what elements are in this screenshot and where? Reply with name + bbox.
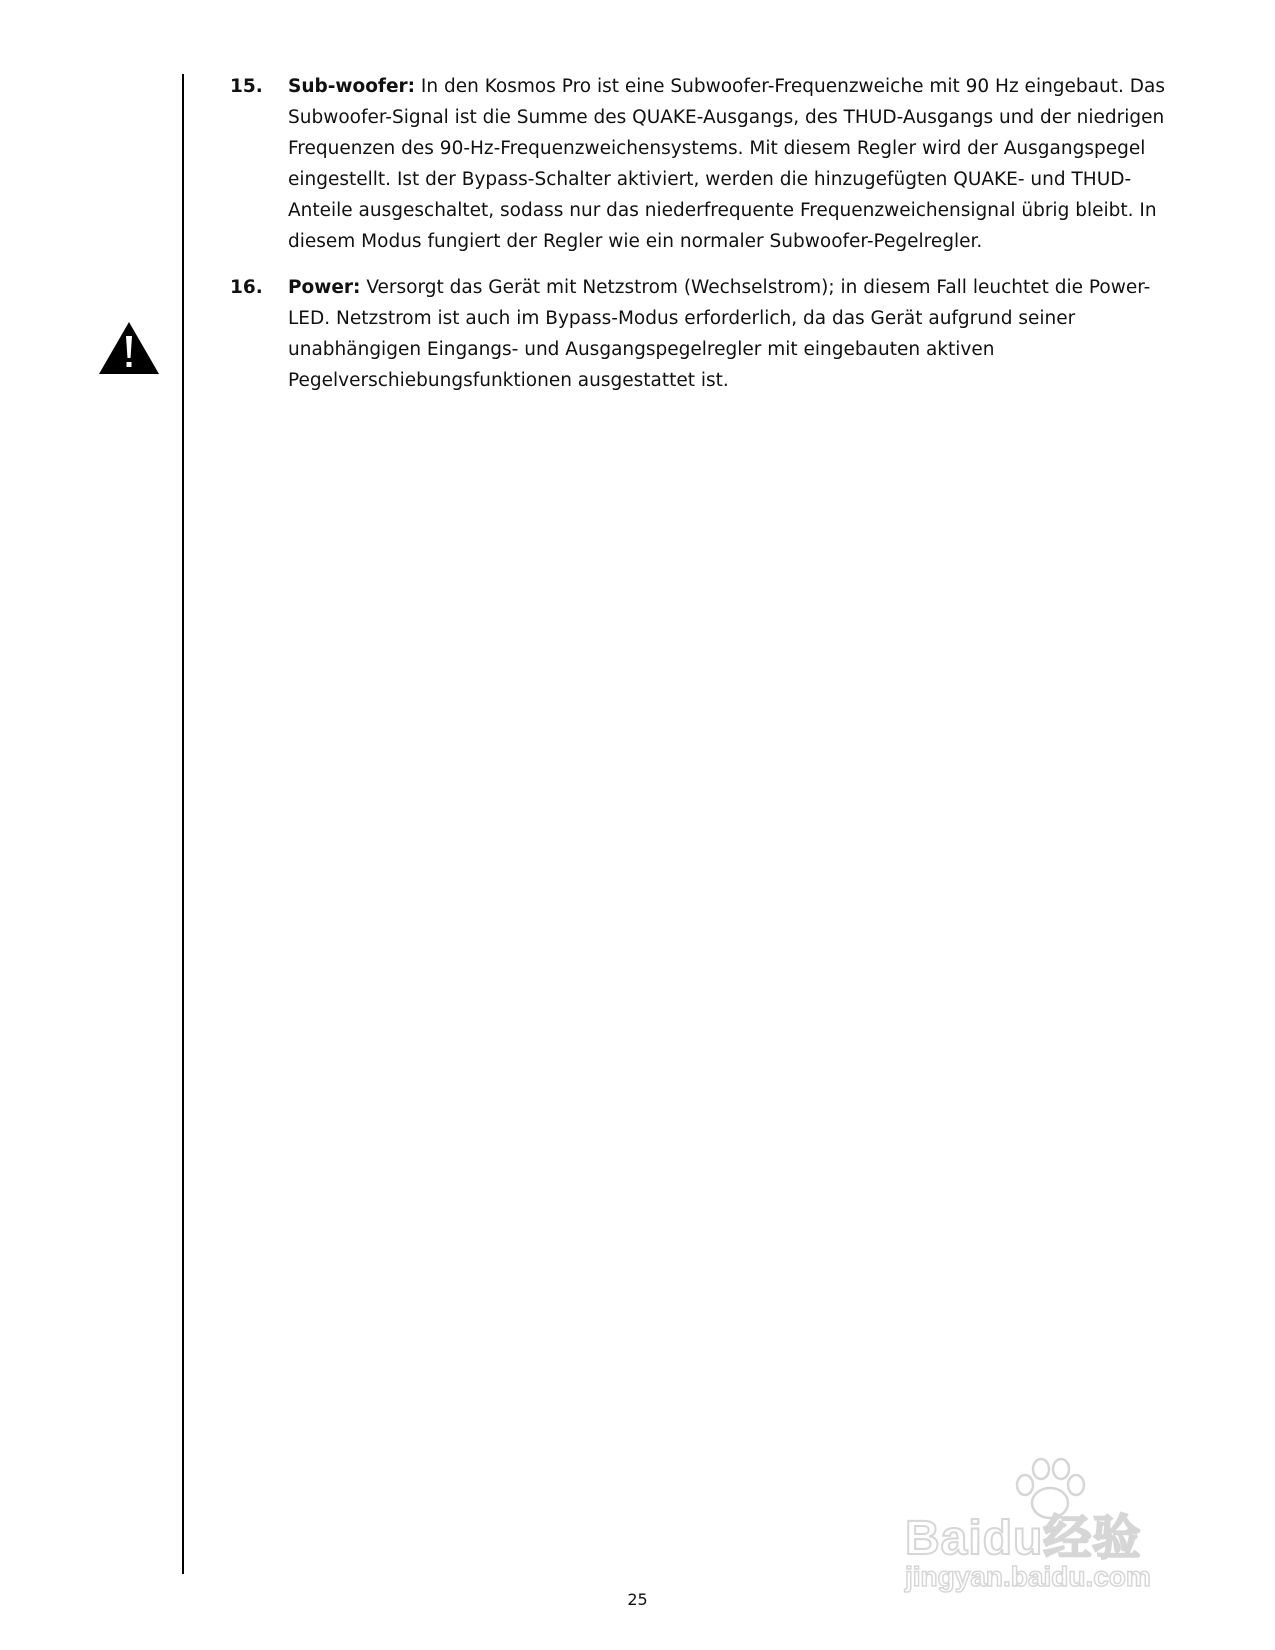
item-body — [288, 71, 1190, 257]
warning-triangle-icon — [97, 320, 161, 376]
list-item-sub-woofer — [230, 71, 1190, 257]
watermark-url: jingyan.baidu.com — [905, 1561, 1151, 1592]
item-body — [288, 272, 1190, 396]
page-number: 25 — [627, 1590, 648, 1609]
item-text: In den Kosmos Pro ist eine Subwoofer-Frequenzweiche mit 90 Hz eingebaut. Das Subwoofer-Signal ist die Summe des QUAKE-Ausgangs, des THUD-Ausgangs und der niedrigen Frequenzen des 90-Hz-Frequenzweichensystems. Mit diesem Regler wird der Ausgangspegel eingestellt. Ist der Bypass-Schalter aktiviert, werden die hinzugefügten QUAKE- und THUD-Anteile ausgeschaltet, sodass nur das niederfrequente Frequenzweichensignal übrig bleibt. In diesem Modus fungiert der Regler wie ein normaler Subwoofer-Pegelregler. — [288, 76, 1165, 252]
item-text: Versorgt das Gerät mit Netzstrom (Wechselstrom); in diesem Fall leuchtet die Power-LED. Netzstrom ist auch im Bypass-Modus erforderlich, da das Gerät aufgrund seiner unabhängigen Eingangs- und Ausgangspegelregler mit eingebauten aktiven Pegelverschiebungsfunktionen ausgestattet ist. — [288, 277, 1151, 391]
margin-rule — [182, 74, 184, 1574]
item-number: 16. — [230, 277, 263, 298]
list-item-power — [230, 272, 1190, 396]
watermark-logo-text: Baidu经验 — [905, 1512, 1142, 1565]
item-term: Power: — [288, 277, 361, 298]
item-number: 15. — [230, 76, 263, 97]
item-term: Sub-woofer: — [288, 76, 416, 97]
watermark — [905, 1455, 1205, 1595]
